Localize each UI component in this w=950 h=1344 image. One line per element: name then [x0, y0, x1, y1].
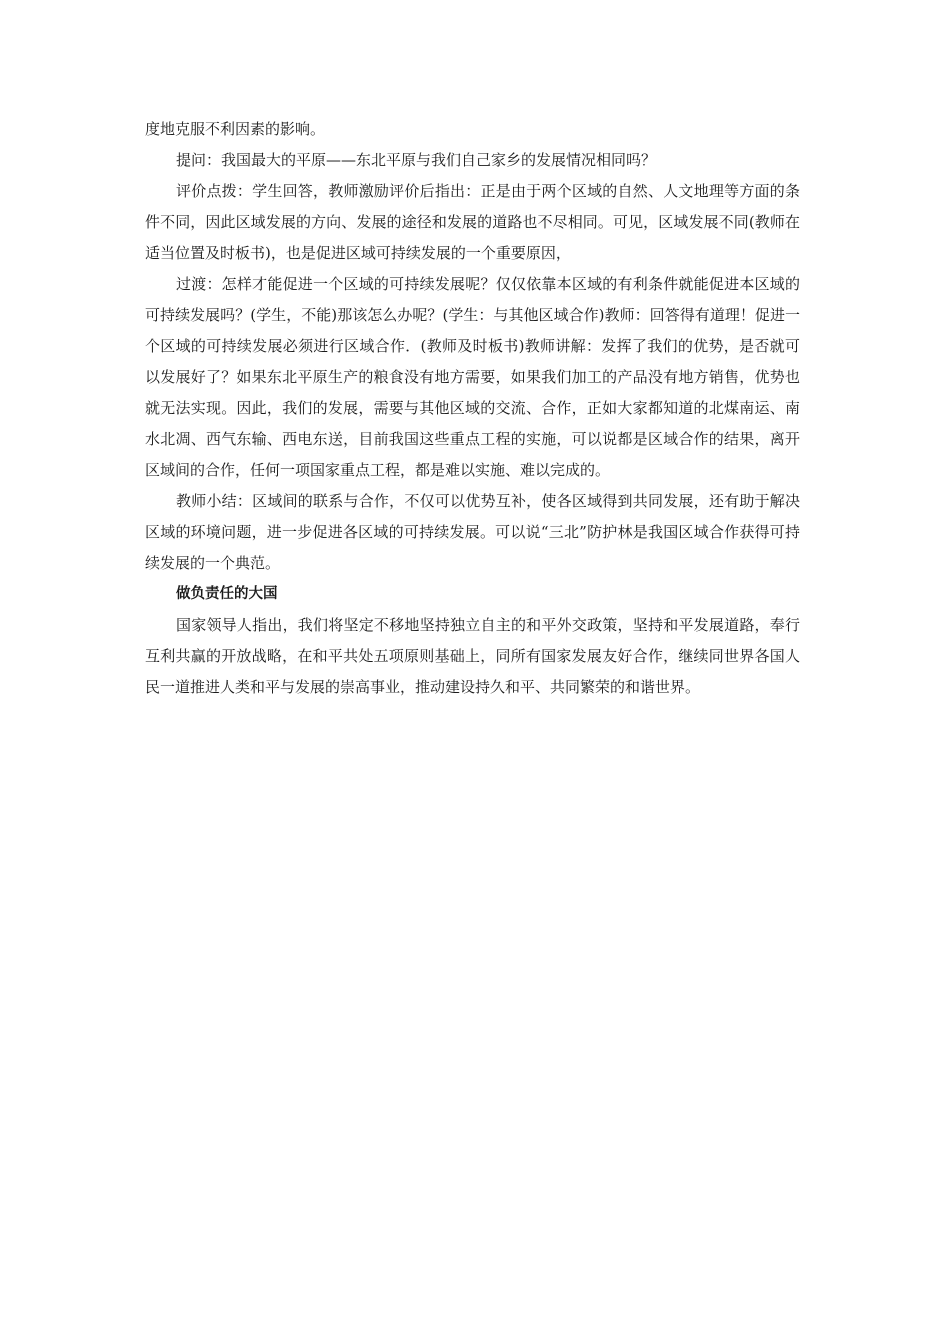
- paragraph-policy: 国家领导人指出，我们将坚定不移地坚持独立自主的和平外交政策，坚持和平发展道路，奉行互利共赢的开放战略，在和平共处五项原则基础上，同所有国家发展友好合作，继续同世界各国人民一道推进人类和平与发展的崇高事业，推动建设持久和平、共同繁荣的和谐世界。: [145, 616, 800, 696]
- document-body: [145, 114, 800, 703]
- paragraph-summary: 教师小结：区域间的联系与合作，不仅可以优势互补，使各区域得到共同发展，还有助于解决区域的环境问题，进一步促进各区域的可持续发展。可以说“三北”防护林是我国区域合作获得可持续发展的一个典范。: [145, 492, 800, 572]
- section-heading: 做负责任的大国: [176, 586, 278, 602]
- paragraph-evaluation: 评价点拨：学生回答，教师激励评价后指出：正是由于两个区域的自然、人文地理等方面的条件不同，因此区域发展的方向、发展的途径和发展的道路也不尽相同。可见，区域发展不同(教师在适当位置及时板书)，也是促进区域可持续发展的一个重要原因，: [145, 182, 800, 262]
- paragraph-continuation: 度地克服不利因素的影响。: [145, 120, 326, 138]
- paragraph-question: 提问：我国最大的平原——东北平原与我们自己家乡的发展情况相同吗？: [176, 151, 657, 169]
- paragraph-transition: 过渡：怎样才能促进一个区域的可持续发展呢？仅仅依靠本区域的有利条件就能促进本区域的可持续发展吗？(学生，不能)那该怎么办呢？(学生：与其他区域合作)教师：回答得有道理！促进一个区域的可持续发展必须进行区域合作．(教师及时板书)教师讲解：发挥了我们的优势，是否就可以发展好了？如果东北平原生产的粮食没有地方需要，如果我们加工的产品没有地方销售，优势也就无法实现。因此，我们的发展，需要与其他区域的交流、合作，正如大家都知道的北煤南运、南水北凋、西气东输、西电东送，目前我国这些重点工程的实施，可以说都是区域合作的结果，离开区域间的合作，任何一项国家重点工程，都是难以实施、难以完成的。: [145, 275, 800, 479]
